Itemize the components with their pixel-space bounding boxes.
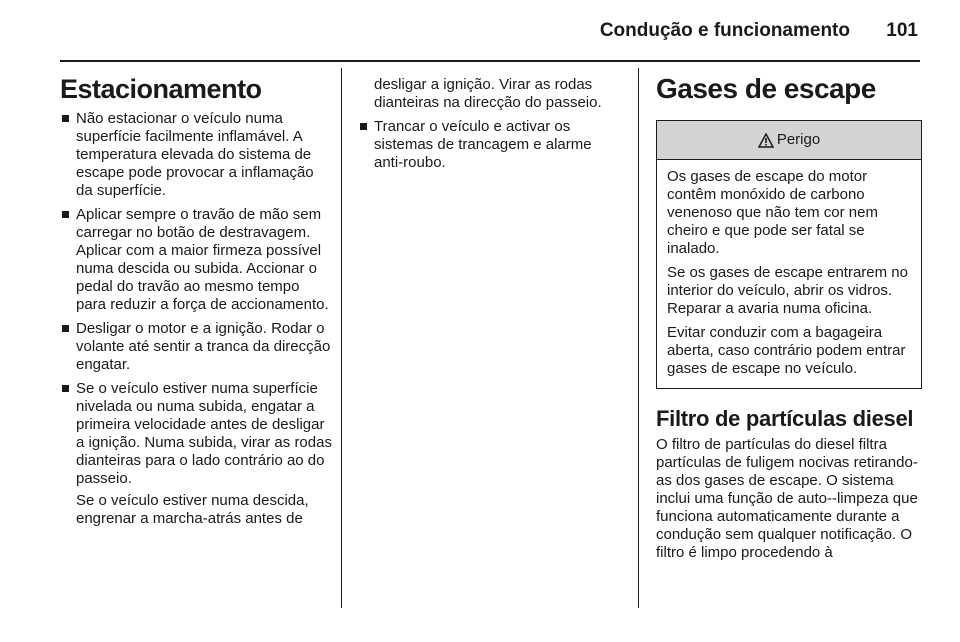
list-item: Desligar o motor e a ignição. Rodar o volante até sentir a tranca da direcção engatar.	[60, 320, 332, 374]
list-item: Não estacionar o veículo numa superfície facilmente inflamável. A temperatura elevada do sistema de escape pode provocar a inflamação da superfície.	[60, 110, 332, 200]
column-divider	[341, 68, 342, 608]
bullet-list	[60, 110, 332, 488]
paragraph: desligar a ignição. Virar as rodas dianteiras na direcção do passeio.	[374, 76, 602, 111]
paragraph: Os gases de escape do motor contêm monóxido de carbono venenoso que não tem cor nem cheiro e que pode ser fatal se inalado.	[667, 168, 878, 257]
section-title: Condução e funcionamento	[599, 20, 850, 41]
list-item: Aplicar sempre o travão de mão sem carregar no botão de destravagem. Aplicar com a maior firmeza possível numa descida ou subida. Accionar o pedal do travão ao mesmo tempo para reduzir a força de accionamento.	[60, 206, 332, 314]
paragraph: Se os gases de escape entrarem no interior do veículo, abrir os vidros. Reparar a avaria numa oficina.	[667, 264, 908, 317]
paragraph: O filtro de partículas do diesel filtra partículas de fuligem nocivas retirando-as dos gases de escape. O sistema inclui uma função de auto--limpeza que funciona automaticamente durante a condução sem qualquer notificação. O filtro é limpo procedendo à	[656, 436, 918, 561]
danger-header	[657, 121, 921, 160]
section-heading: Estacionamento	[60, 74, 262, 104]
subheading: Filtro de partículas diesel	[656, 406, 914, 431]
warning-triangle-icon	[758, 133, 774, 148]
left-column	[60, 72, 332, 534]
middle-column	[358, 76, 620, 178]
list-item: Trancar o veículo e activar os sistemas de trancagem e alarme anti-roubo.	[358, 118, 620, 172]
column-divider	[638, 68, 639, 608]
paragraph: Evitar conduzir com a bagageira aberta, caso contrário podem entrar gases de escape no veículo.	[667, 324, 906, 377]
danger-body	[657, 160, 921, 388]
list-item: Se o veículo estiver numa superfície nivelada ou numa subida, engatar a primeira velocidade antes de desligar a ignição. Numa subida, virar as rodas dianteiras para o lado contrário ao do passeio.	[60, 380, 332, 488]
header-rule	[60, 60, 920, 62]
danger-box	[656, 120, 922, 389]
page-header	[0, 0, 960, 60]
bullet-list	[358, 118, 620, 172]
paragraph: Se o veículo estiver numa descida, engrenar a marcha-atrás antes de	[76, 492, 309, 527]
right-column	[656, 72, 922, 568]
danger-label: Perigo	[776, 131, 821, 148]
page-number: 101	[886, 20, 918, 41]
section-heading: Gases de escape	[656, 73, 876, 104]
